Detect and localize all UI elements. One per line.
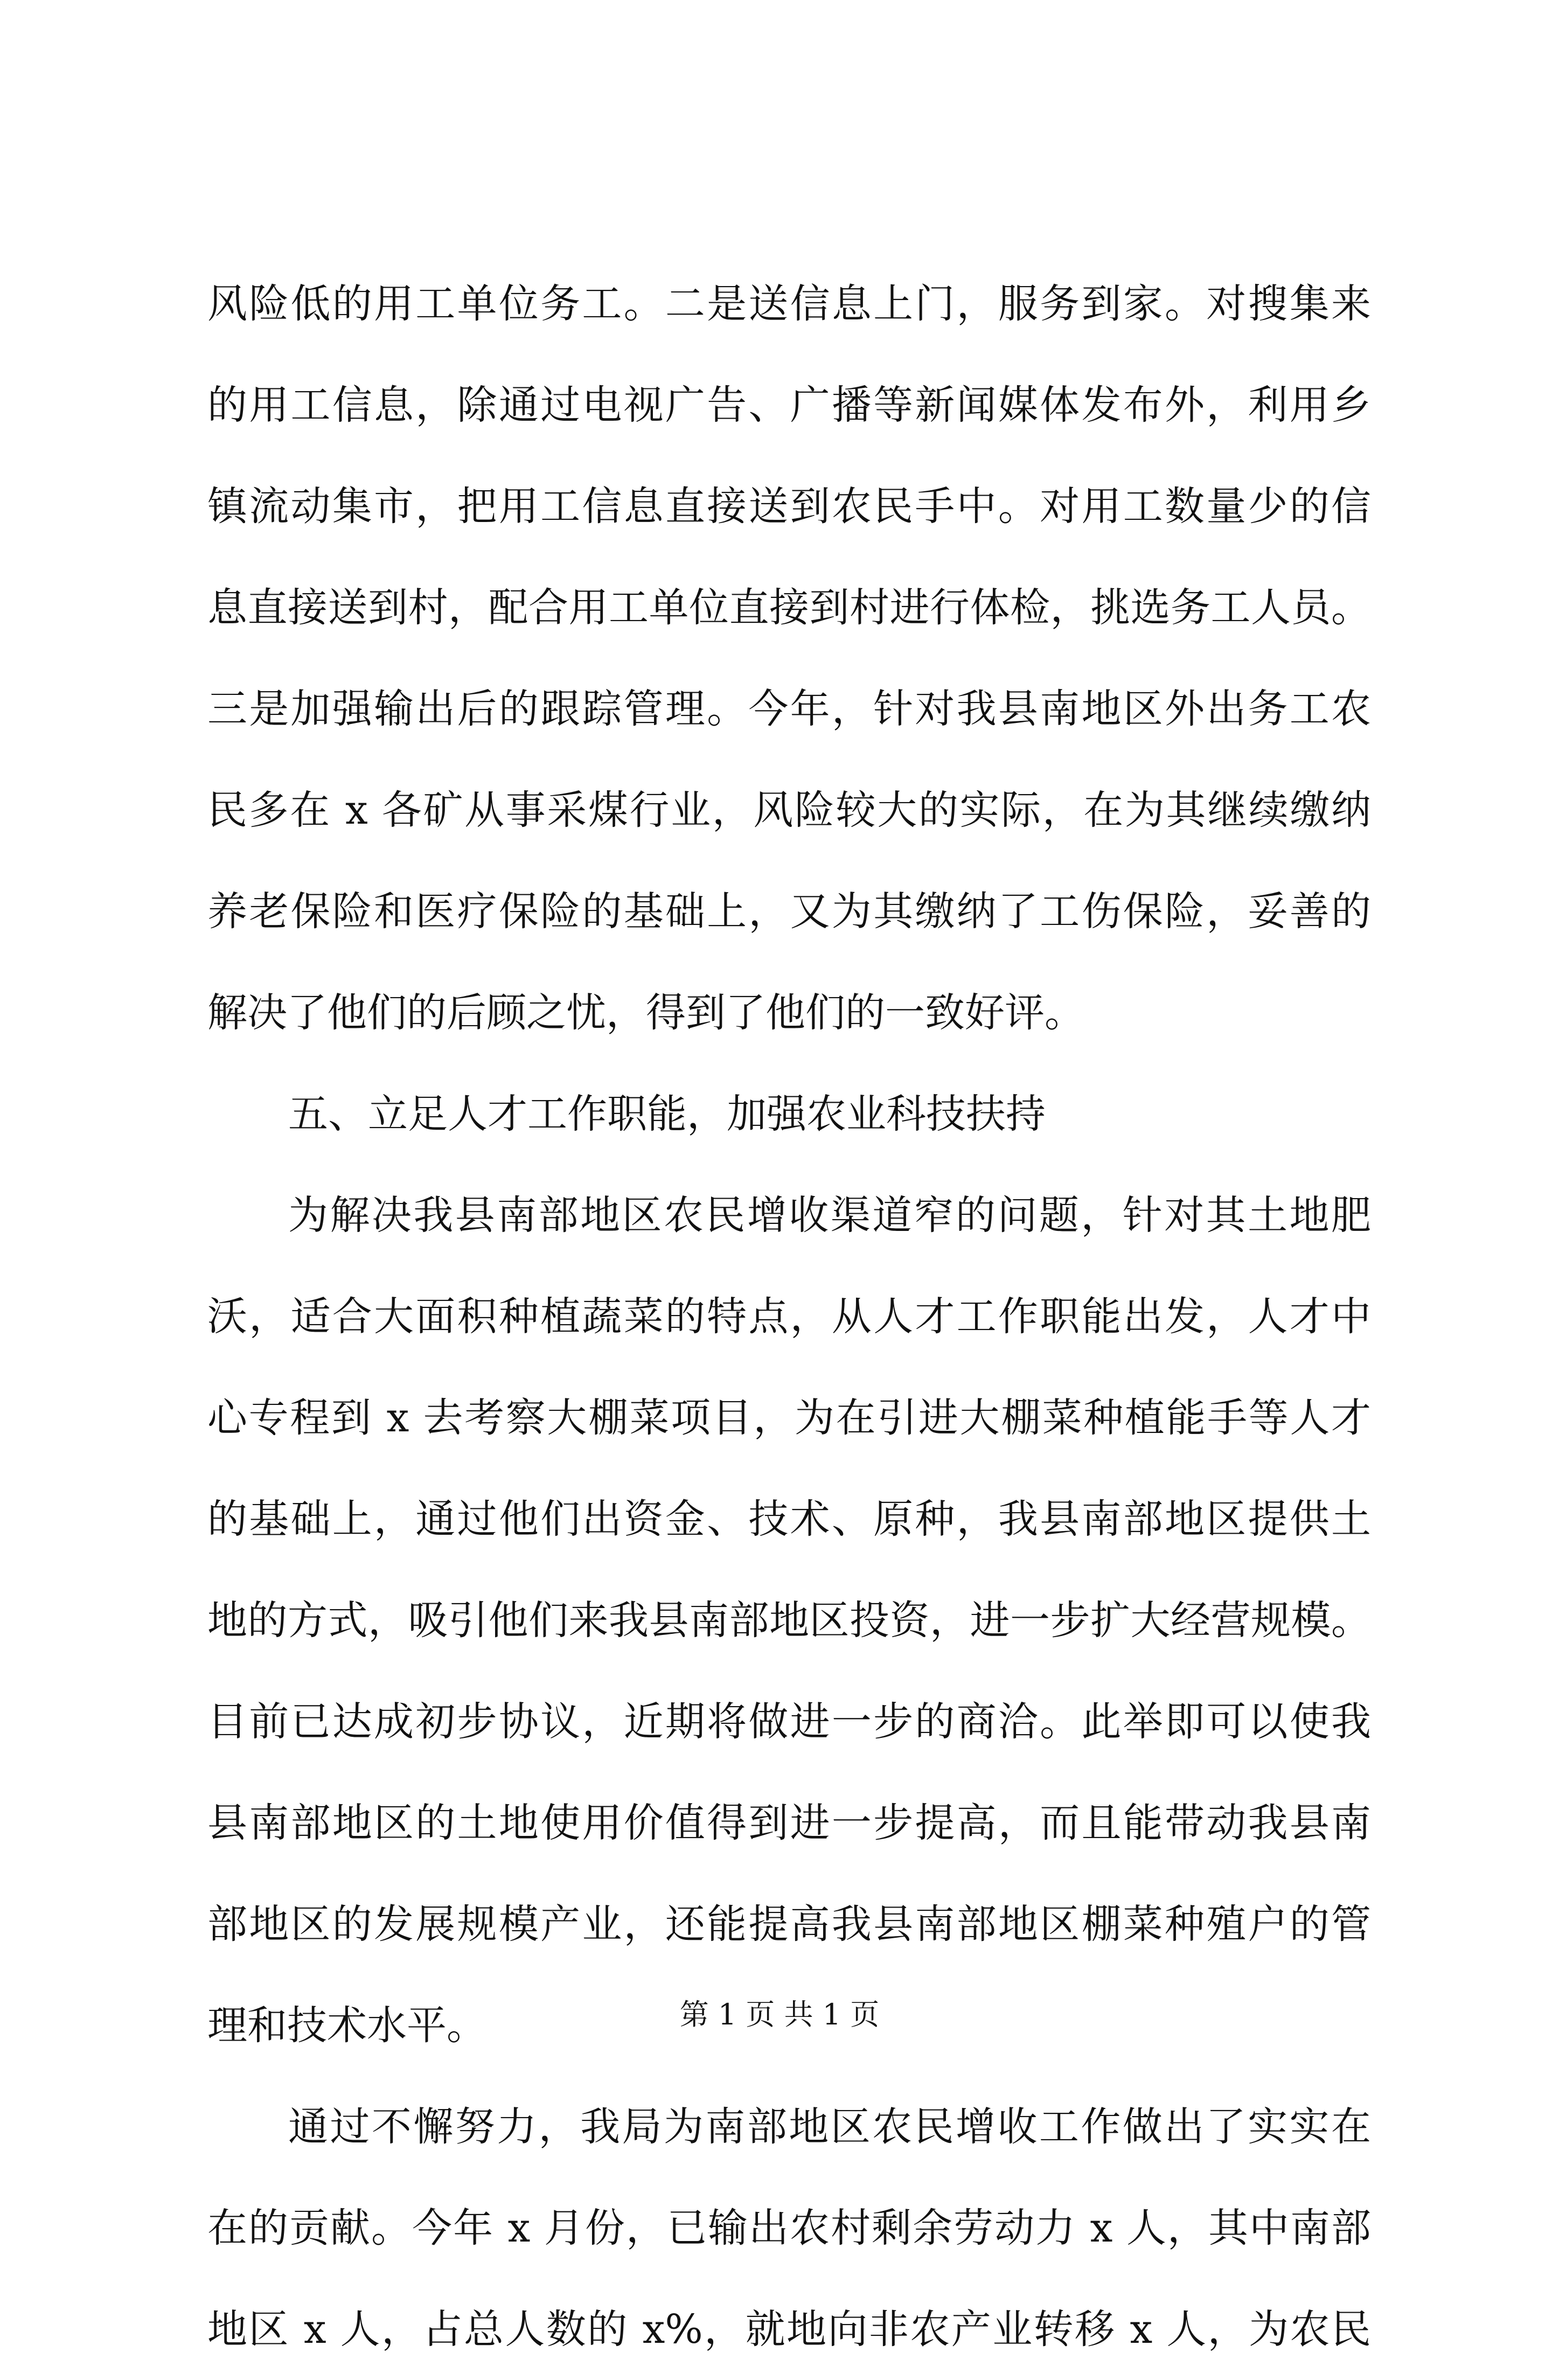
- text-line: 心专程到 x 去考察大棚菜项目，为在引进大棚菜种植能手等人才: [207, 1395, 1371, 1441]
- text-line: 养老保险和医疗保险的基础上，又为其缴纳了工伤保险，妥善的: [207, 888, 1371, 935]
- text-line: 息直接送到村，配合用工单位直接到村进行体检，挑选务工人员。: [207, 584, 1371, 631]
- text-line: 沃，适合大面积种植蔬菜的特点，从人才工作职能出发，人才中: [207, 1293, 1371, 1340]
- text-line: 镇流动集市，把用工信息直接送到农民手中。对用工数量少的信: [207, 483, 1371, 530]
- text-line: 风险低的用工单位务工。二是送信息上门，服务到家。对搜集来: [207, 281, 1371, 327]
- text-line: 解决了他们的后顾之忧，得到了他们的一致好评。: [207, 990, 1084, 1036]
- text-line: 通过不懈努力，我局为南部地区农民增收工作做出了实实在: [288, 2104, 1371, 2150]
- text-line: 为解决我县南部地区农民增收渠道窄的问题，针对其土地肥: [288, 1192, 1371, 1238]
- document-body: [207, 253, 1371, 2380]
- text-line: 的用工信息，除通过电视广告、广播等新闻媒体发布外，利用乡: [207, 382, 1371, 428]
- text-line: 理和技术水平。: [207, 2002, 486, 2049]
- section-heading: 五、立足人才工作职能，加强农业科技扶持: [288, 1091, 1046, 1137]
- text-line: 的基础上，通过他们出资金、技术、原种，我县南部地区提供土: [207, 1496, 1371, 1542]
- text-line: 部地区的发展规模产业，还能提高我县南部地区棚菜种殖户的管: [207, 1901, 1371, 1947]
- text-line: 目前已达成初步协议，近期将做进一步的商洽。此举即可以使我: [207, 1699, 1371, 1745]
- text-line: 民多在 x 各矿从事采煤行业，风险较大的实际，在为其继续缴纳: [207, 787, 1371, 833]
- text-line: 地区 x 人，占总人数的 x%，就地向非农产业转移 x 人，为农民: [207, 2306, 1371, 2353]
- page-footer: 第 1 页 共 1 页: [679, 1998, 880, 2031]
- text-line: 县南部地区的土地使用价值得到进一步提高，而且能带动我县南: [207, 1800, 1371, 1846]
- text-line: 在的贡献。今年 x 月份，已输出农村剩余劳动力 x 人，其中南部: [207, 2205, 1371, 2251]
- text-line: 三是加强输出后的跟踪管理。今年，针对我县南地区外出务工农: [207, 686, 1371, 732]
- text-line: 地的方式，吸引他们来我县南部地区投资，进一步扩大经营规模。: [207, 1597, 1371, 1644]
